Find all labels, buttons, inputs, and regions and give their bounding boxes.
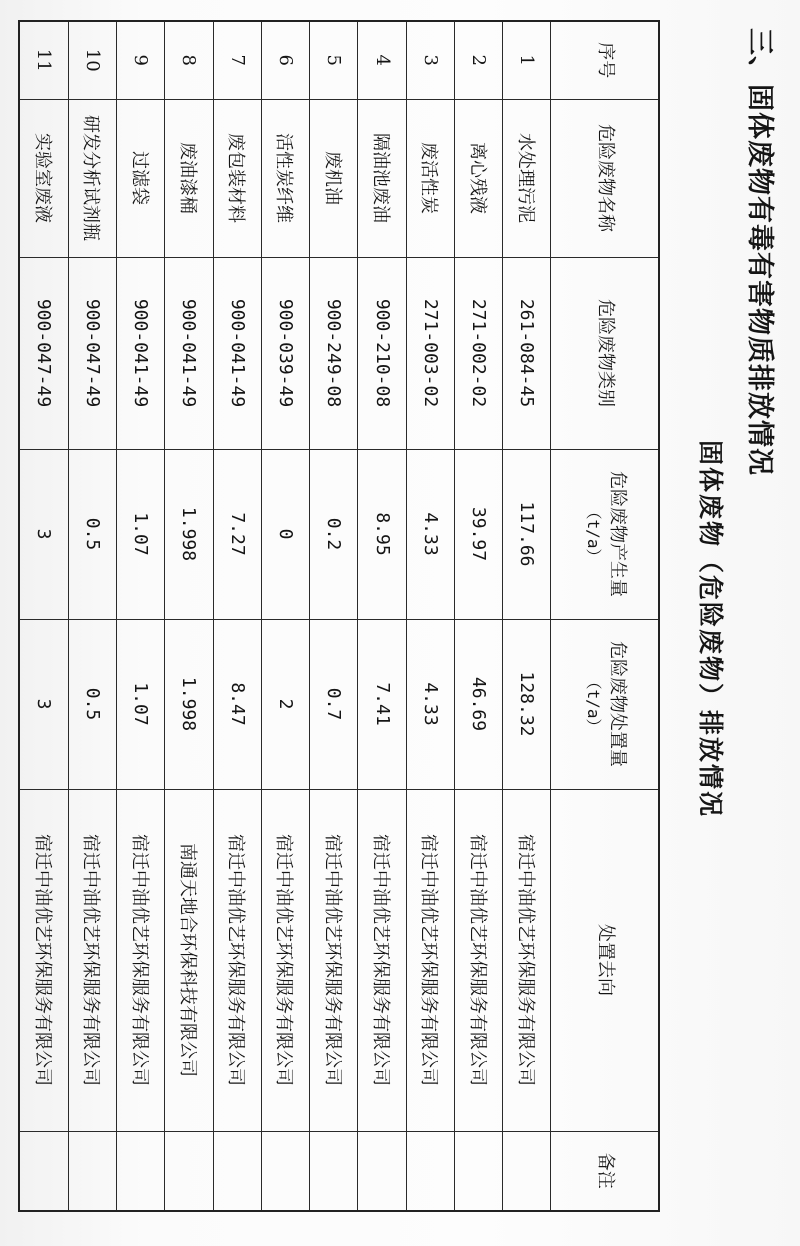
section-heading: 三、固体废物有毒有害物质排放情况 [744, 28, 775, 476]
cell-generated: 0.2 [310, 449, 358, 619]
cell-category: 271-003-02 [406, 257, 454, 449]
cell-generated: 0 [261, 449, 309, 619]
cell-disposed: 1.998 [165, 619, 213, 789]
table-row [358, 21, 406, 1211]
header-disposed-unit: （t/a） [583, 673, 603, 735]
header-remark: 备注 [551, 1131, 659, 1211]
header-category: 危险废物类别 [551, 257, 659, 449]
cell-destination: 宿迁中油优艺环保服务有限公司 [310, 789, 358, 1131]
header-destination: 处置去向 [551, 789, 659, 1131]
table-row [261, 21, 309, 1211]
cell-category: 261-084-45 [503, 257, 551, 449]
header-generated [551, 449, 659, 619]
cell-disposed: 8.47 [213, 619, 261, 789]
cell-destination: 宿迁中油优艺环保服务有限公司 [213, 789, 261, 1131]
cell-destination: 宿迁中油优艺环保服务有限公司 [406, 789, 454, 1131]
cell-remark [261, 1131, 309, 1211]
cell-index: 6 [261, 21, 309, 99]
cell-index: 4 [358, 21, 406, 99]
cell-remark [213, 1131, 261, 1211]
table-row [213, 21, 261, 1211]
cell-category: 271-002-02 [454, 257, 502, 449]
cell-generated: 3 [19, 449, 68, 619]
header-disposed-label: 危险废物处置量 [606, 641, 628, 767]
cell-index: 1 [503, 21, 551, 99]
cell-category: 900-249-08 [310, 257, 358, 449]
cell-index: 5 [310, 21, 358, 99]
cell-generated: 117.66 [503, 449, 551, 619]
header-generated-unit: （t/a） [583, 503, 603, 565]
cell-generated: 7.27 [213, 449, 261, 619]
cell-remark [406, 1131, 454, 1211]
cell-name: 废包装材料 [213, 99, 261, 257]
cell-disposed: 3 [19, 619, 68, 789]
table-row [165, 21, 213, 1211]
header-index: 序号 [551, 21, 659, 99]
cell-disposed: 2 [261, 619, 309, 789]
cell-category: 900-047-49 [68, 257, 116, 449]
cell-destination: 宿迁中油优艺环保服务有限公司 [19, 789, 68, 1131]
cell-name: 活性炭纤维 [261, 99, 309, 257]
cell-destination: 宿迁中油优艺环保服务有限公司 [261, 789, 309, 1131]
cell-disposed: 128.32 [503, 619, 551, 789]
cell-remark [358, 1131, 406, 1211]
cell-name: 过滤袋 [116, 99, 164, 257]
cell-category: 900-210-08 [358, 257, 406, 449]
cell-name: 离心残液 [454, 99, 502, 257]
cell-remark [165, 1131, 213, 1211]
cell-destination: 宿迁中油优艺环保服务有限公司 [454, 789, 502, 1131]
cell-name: 隔油池废油 [358, 99, 406, 257]
cell-index: 10 [68, 21, 116, 99]
table-row [503, 21, 551, 1211]
table-row [116, 21, 164, 1211]
hazardous-waste-table [18, 20, 660, 1212]
cell-disposed: 0.7 [310, 619, 358, 789]
cell-index: 9 [116, 21, 164, 99]
cell-destination: 宿迁中油优艺环保服务有限公司 [116, 789, 164, 1131]
cell-index: 2 [454, 21, 502, 99]
cell-index: 11 [19, 21, 68, 99]
cell-index: 3 [406, 21, 454, 99]
cell-name: 水处理污泥 [503, 99, 551, 257]
cell-generated: 4.33 [406, 449, 454, 619]
cell-destination: 宿迁中油优艺环保服务有限公司 [503, 789, 551, 1131]
header-name: 危险废物名称 [551, 99, 659, 257]
cell-remark [503, 1131, 551, 1211]
cell-index: 8 [165, 21, 213, 99]
cell-generated: 8.95 [358, 449, 406, 619]
cell-remark [116, 1131, 164, 1211]
cell-generated: 1.998 [165, 449, 213, 619]
cell-category: 900-047-49 [19, 257, 68, 449]
table-row [19, 21, 68, 1211]
cell-disposed: 0.5 [68, 619, 116, 789]
table-row [454, 21, 502, 1211]
cell-generated: 0.5 [68, 449, 116, 619]
cell-remark [19, 1131, 68, 1211]
cell-remark [68, 1131, 116, 1211]
cell-name: 研发分析试剂瓶 [68, 99, 116, 257]
cell-name: 废活性炭 [406, 99, 454, 257]
table-header-row [551, 21, 659, 1211]
cell-name: 废机油 [310, 99, 358, 257]
cell-disposed: 1.07 [116, 619, 164, 789]
cell-destination: 南通天地合环保科技有限公司 [165, 789, 213, 1131]
table-body [19, 21, 551, 1211]
cell-generated: 39.97 [454, 449, 502, 619]
cell-category: 900-041-49 [165, 257, 213, 449]
header-generated-label: 危险废物产生量 [606, 471, 628, 597]
table-row [310, 21, 358, 1211]
table-row [68, 21, 116, 1211]
cell-disposed: 4.33 [406, 619, 454, 789]
cell-name: 废油漆桶 [165, 99, 213, 257]
cell-disposed: 46.69 [454, 619, 502, 789]
cell-category: 900-039-49 [261, 257, 309, 449]
cell-category: 900-041-49 [116, 257, 164, 449]
table-title: 固体废物（危险废物）排放情况 [696, 440, 725, 819]
cell-generated: 1.07 [116, 449, 164, 619]
cell-destination: 宿迁中油优艺环保服务有限公司 [68, 789, 116, 1131]
header-disposed [551, 619, 659, 789]
cell-remark [454, 1131, 502, 1211]
table-row [406, 21, 454, 1211]
cell-category: 900-041-49 [213, 257, 261, 449]
cell-name: 实验室废液 [19, 99, 68, 257]
cell-disposed: 7.41 [358, 619, 406, 789]
cell-destination: 宿迁中油优艺环保服务有限公司 [358, 789, 406, 1131]
cell-index: 7 [213, 21, 261, 99]
cell-remark [310, 1131, 358, 1211]
